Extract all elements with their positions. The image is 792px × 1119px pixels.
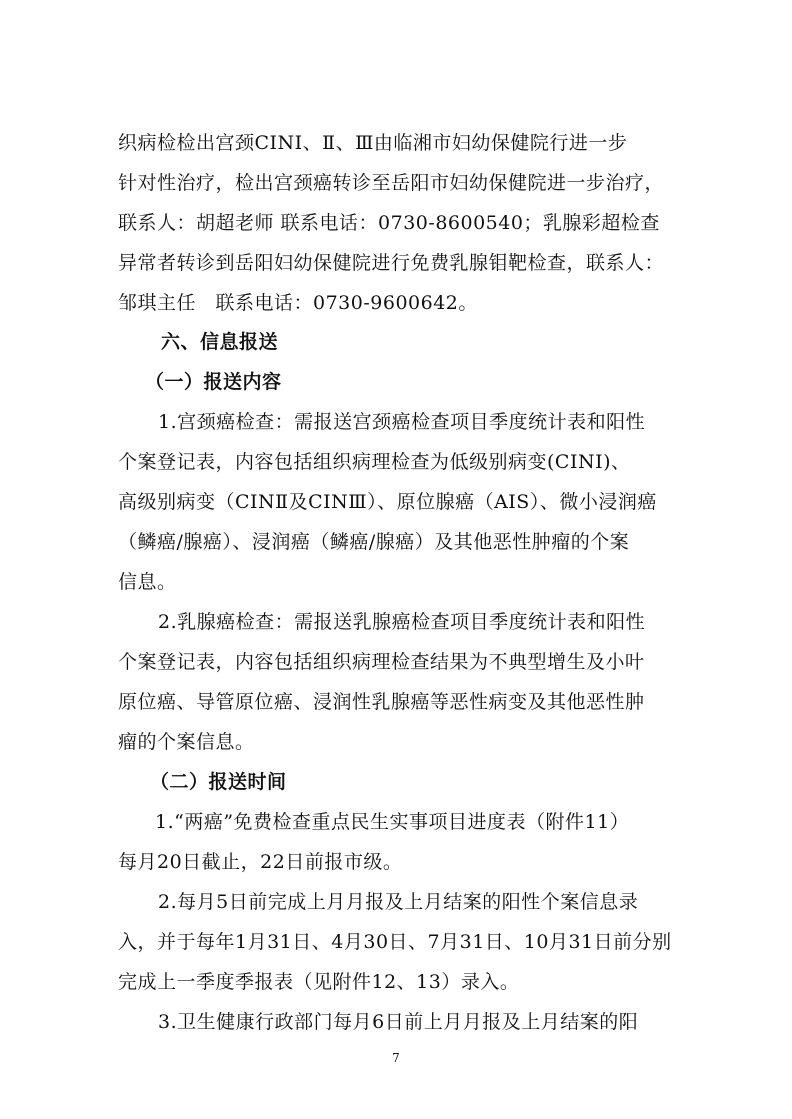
body-line-21: 入，并于每年1月31日、4月30日、7月31日、10月31日前分别 <box>118 931 672 953</box>
body-line-3: 联系人：胡超老师 联系电话：0730-8600540；乳腺彩超检查 <box>118 212 660 234</box>
subsection-heading-1: （一）报送内容 <box>145 371 282 393</box>
body-line-19: 每月20日截止，22日前报市级。 <box>118 851 403 873</box>
body-line-8: 1.宫颈癌检查：需报送宫颈癌检查项目季度统计表和阳性 <box>158 411 646 433</box>
body-line-10: 高级别病变（CINⅡ及CINⅢ）、原位腺癌（AIS）、微小浸润癌 <box>118 491 657 513</box>
body-line-12: 信息。 <box>118 571 177 593</box>
body-line-5: 邹琪主任 联系电话：0730-9600642。 <box>118 292 478 314</box>
section-heading-6: 六、信息报送 <box>161 331 279 353</box>
body-line-16: 瘤的个案信息。 <box>118 731 255 753</box>
page-number: 7 <box>392 1051 400 1065</box>
body-line-14: 个案登记表，内容包括组织病理检查结果为不典型增生及小叶 <box>118 651 645 673</box>
body-line-13: 2.乳腺癌检查：需报送乳腺癌检查项目季度统计表和阳性 <box>158 611 646 633</box>
body-line-11: （鳞癌/腺癌）、浸润癌（鳞癌/腺癌）及其他恶性肿瘤的个案 <box>118 531 630 553</box>
body-line-20: 2.每月5日前完成上月月报及上月结案的阳性个案信息录 <box>158 891 639 913</box>
body-line-22: 完成上一季度季报表（见附件12、13）录入。 <box>118 971 520 993</box>
body-line-2: 针对性治疗，检出宫颈癌转诊至岳阳市妇幼保健院进一步治疗， <box>118 172 665 194</box>
body-line-9: 个案登记表，内容包括组织病理检查为低级别病变(CINⅠ)、 <box>118 451 631 473</box>
body-line-4: 异常者转诊到岳阳妇幼保健院进行免费乳腺钼靶检查，联系人： <box>118 252 665 274</box>
body-line-18: 1.“两癌”免费检查重点民生实事项目进度表（附件11） <box>155 811 630 833</box>
subsection-heading-2: （二）报送时间 <box>150 771 287 793</box>
body-line-1: 织病检检出宫颈CINⅠ、Ⅱ、Ⅲ由临湘市妇幼保健院行进一步 <box>118 132 628 154</box>
body-line-23: 3.卫生健康行政部门每月6日前上月月报及上月结案的阳 <box>158 1011 639 1033</box>
body-line-15: 原位癌、导管原位癌、浸润性乳腺癌等恶性病变及其他恶性肿 <box>118 691 645 713</box>
